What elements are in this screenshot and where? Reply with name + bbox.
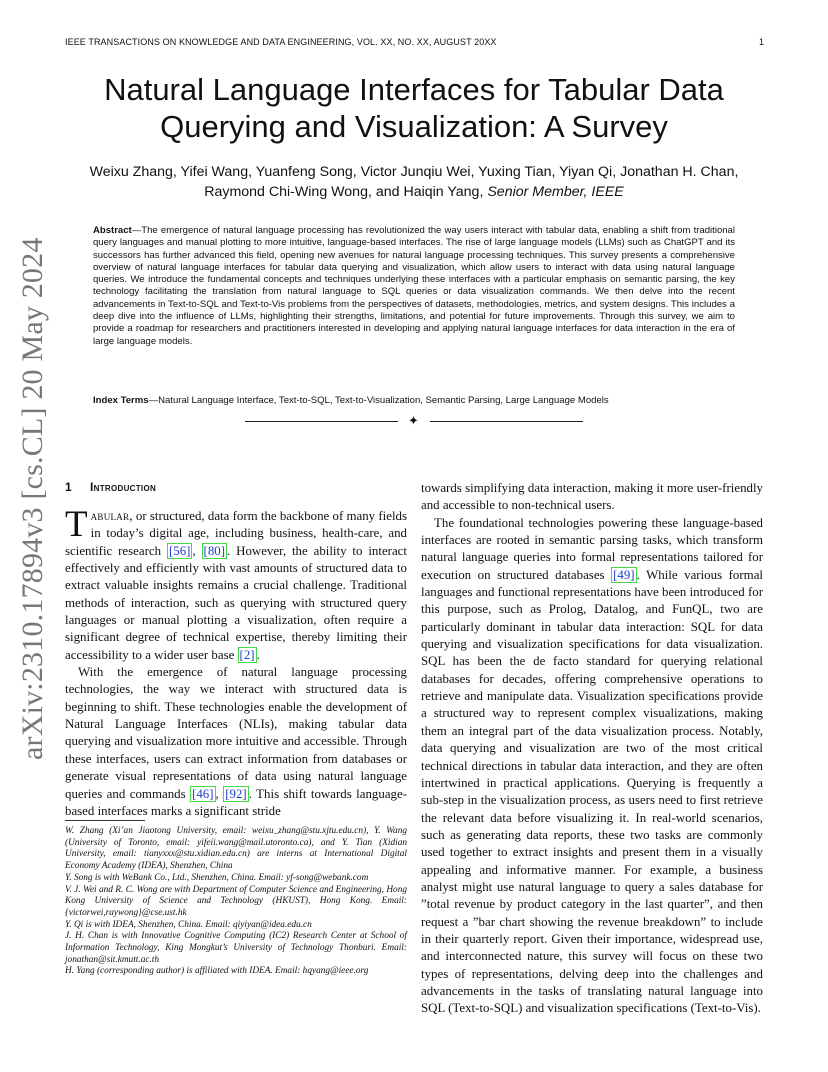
- arxiv-identifier-stamp[interactable]: arXiv:2310.17894v3 [cs.CL] 20 May 2024: [16, 237, 49, 760]
- footnote: Y. Qi is with IDEA, Shenzhen, China. Email: qiyiyan@idea.edu.cn: [65, 919, 312, 930]
- index-terms: [93, 395, 735, 407]
- index-terms-text: —Natural Language Interface, Text-to-SQL, Text-to-Visualization, Semantic Parsing, Large Language Models: [148, 395, 609, 406]
- citation-link[interactable]: [56]: [168, 543, 191, 558]
- intro-paragraph-1: Tabular, or structured, data form the backbone of many fields in today’s digital age, including business, health-care, and scientific research [56] , [80] . However, the ability to interact effectively and efficiently with vast amounts of structured data to extract valuable insights remains a crucial challenge. Traditional methods of interaction, such as querying with structured query languages or manual plotting a visualization, often require a significant degree of technical expertise, thereby limiting their accessibility to a wider user base [2] .: [65, 504, 407, 662]
- section-heading: [65, 480, 156, 494]
- left-column: [65, 504, 407, 820]
- section-title: Introduction: [90, 480, 157, 494]
- drop-cap: T: [65, 504, 88, 545]
- affiliation-footnotes: [65, 826, 407, 978]
- body-paragraph: The foundational technologies powering these language-based interfaces are rooted in semantic parsing tasks, which transform natural language queries into formal representations tailored for execution on structured databases [49] . While various formal languages and functional representations have been introduced for this purpose, such as Prolog, Datalog, and FunQL, two are particularly dominant in tabular data interaction: SQL for data querying and visualization specifications for data visualization. SQL has been the de facto standard for querying relational databases for decades, offering comprehensive operations to retrieve and manipulate data. Visualization specifications provide a structured way to represent complex visualizations, making them an integral part of the data visualization process. Notably, data querying and visualization are two of the most critical technical directions in tabular data interaction, and they are often intertwined in practical applications. Querying is frequently a sub-step in the visualization process, as users need to first retrieve the relevant data before visualizing it. In real-world scenarios, such as generating data reports, these two tasks are commonly used together to extract insights and present them in a visually appealing and informative manner. For example, a business analyst might use natural language to query a sales database for ”total revenue by product category in the last quarter”, and then request a ”bar chart showing the revenue breakdown” to include in their quarterly report. Given their importance, widespread use, and interconnected nature, this survey will focus on these two types of representations, delving deep into the challenges and advancements in the tasks of translating natural language into SQL (Text-to-SQL) and visualization specifications (Text-to-Vis).: [421, 515, 763, 1016]
- abstract: [93, 225, 735, 348]
- citation-link[interactable]: [46]: [192, 786, 214, 801]
- separator-rule-left: [245, 421, 398, 422]
- footnote: W. Zhang (Xi’an Jiaotong University, email: weixu_zhang@stu.xjtu.edu.cn), Y. Wang (University of Toronto, email: yifeii.wang@mail.utoronto.ca), and Y. Tian (Xidian University, email: tianyxxx@stu.xidian.edu.cn) are interns at International Digital Economy Academy (IDEA), Shenzhen, China: [65, 826, 407, 872]
- citation-link[interactable]: [2]: [239, 647, 255, 662]
- paper-title: Natural Language Interfaces for Tabular Data Querying and Visualization: A Survey: [104, 72, 724, 144]
- citation-link[interactable]: [80]: [203, 543, 226, 558]
- right-column: [421, 480, 763, 1018]
- footnote: H. Yang (corresponding author) is affiliated with IDEA. Email: hqyang@ieee.org: [65, 966, 369, 977]
- separator-diamond-icon: ✦: [408, 413, 419, 428]
- abstract-text: —The emergence of natural language processing has revolutionized the way users interact with tabular data, enabling a shift from traditional query languages and manual plotting to more intuitive, language-based interfaces. The rise of large language models (LLMs) such as ChatGPT and its successors has further advanced this field, opening new avenues for natural language processing techniques. This survey presents a comprehensive overview of natural language interfaces for tabular data querying and visualization, which allow users to interact with data using natural language queries. We introduce the fundamental concepts and techniques underlying these interfaces with a particular emphasis on semantic parsing, the key technology facilitating the translation from natural language to SQL queries or data visualization commands. We then delve into the recent advancements in Text-to-SQL and Text-to-Vis problems from the perspectives of datasets, methodologies, metrics, and system designs. This includes a deep dive into the influence of LLMs, highlighting their strengths, limitations, and potential for future improvements. Through this survey, we aim to provide a roadmap for researchers and practitioners interested in developing and applying natural language interfaces for data interaction in the era of large language models.: [93, 225, 735, 347]
- abstract-label: Abstract: [93, 225, 132, 236]
- author-names: Weixu Zhang, Yifei Wang, Yuanfeng Song, Victor Junqiu Wei, Yuxing Tian, Yiyan Qi, Jonathan H. Chan, Raymond Chi-Wing Wong, and Haiqin Yang,: [89, 164, 739, 200]
- footnote: J. H. Chan is with Innovative Cognitive Computing (IC2) Research Center at School of Information Technology, King Mongkut’s University of Technology Thonburi. Email: jonathan@sit.kmutt.ac.th: [65, 931, 407, 965]
- author-membership: Senior Member, IEEE: [487, 184, 624, 200]
- running-header: IEEE TRANSACTIONS ON KNOWLEDGE AND DATA ENGINEERING, VOL. XX, NO. XX, AUGUST 20XX: [65, 37, 497, 47]
- author-list: [64, 162, 764, 202]
- citation-link[interactable]: [49]: [613, 567, 635, 582]
- footnote-rule: [65, 820, 145, 821]
- body-paragraph: towards simplifying data interaction, making it more user-friendly and accessible to non-technical users.: [421, 481, 763, 513]
- footnote: Y. Song is with WeBank Co., Ltd., Shenzhen, China. Email: yf-song@webank.com: [65, 872, 369, 883]
- footnote: V. J. Wei and R. C. Wong are with Department of Computer Science and Engineering, Hong Kong University of Science and Technology (HKUST), Hong Kong. Email: {victorwei,raywong}@cse.ust.hk: [65, 884, 407, 918]
- page-number: 1: [758, 37, 764, 47]
- citation-link[interactable]: [92]: [225, 786, 247, 801]
- separator-rule-right: [430, 421, 583, 422]
- index-terms-label: Index Terms: [93, 395, 149, 406]
- section-number: 1: [65, 480, 72, 494]
- intro-paragraph-2: With the emergence of natural language processing technologies, the way we interact with structured data is beginning to shift. These technologies enable the development of Natural Language Interfaces (NLIs), making tabular data querying and visualization more intuitive and accessible. Through these interfaces, users can extract information from databases or generate visual representations of data using natural language queries and commands [46] , [92] . This shift towards language-based interfaces marks a significant stride: [65, 665, 407, 818]
